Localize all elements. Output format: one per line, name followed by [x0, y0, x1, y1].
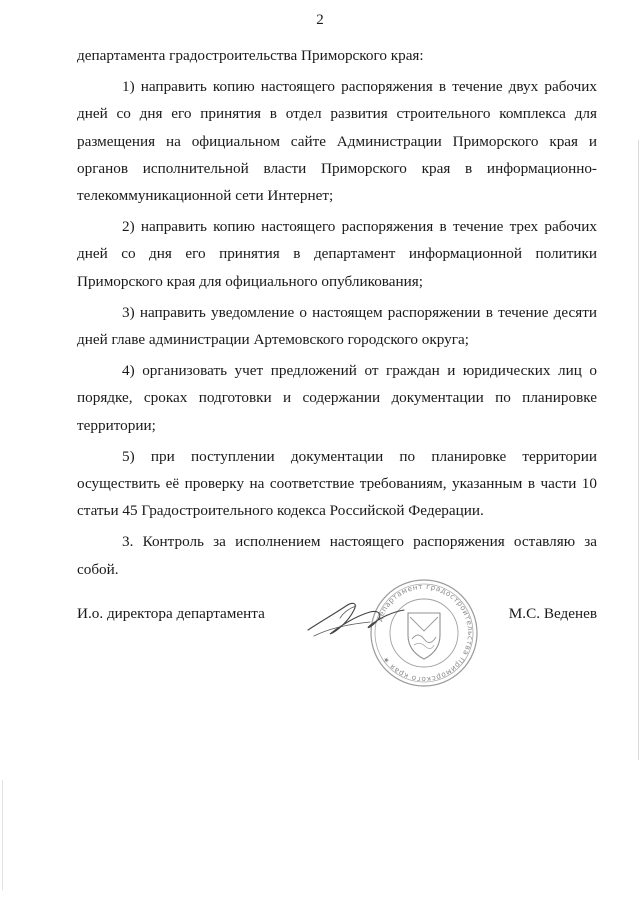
signatory-name: М.С. Веденев	[508, 605, 597, 622]
svg-text:департамент градостроительства: департамент градостроительства Приморского края ★	[374, 581, 476, 685]
scan-edge-line-left	[2, 780, 3, 890]
paragraph-continuation: департамента градостроительства Приморского края:	[77, 47, 424, 64]
paragraph-item-4: 4) организовать учет предложений от граждан и юридических лиц о порядке, сроках подготовки и содержании документации по планировке территории;	[77, 362, 597, 434]
scan-edge-line	[638, 140, 639, 760]
page-number: 2	[316, 12, 324, 28]
signature-block	[77, 605, 597, 635]
paragraph-item-1: 1) направить копию настоящего распоряжения в течение двух рабочих дней со дня его принятия в отдел развития строительного комплекса для размещения на официальном сайте Администрации Приморского края и органов исполнительной власти Приморского края в информационно-телекоммуникационной сети Интернет;	[77, 78, 597, 205]
paragraph-item-2: 2) направить копию настоящего распоряжения в течение трех рабочих дней со дня его принятия в департамент информационной политики Приморского края для официального опубликования;	[77, 218, 597, 290]
paragraph-item-3: 3) направить уведомление о настоящем распоряжении в течение десяти дней главе администрации Артемовского городского округа;	[77, 303, 597, 349]
signatory-position: И.о. директора департамента	[77, 605, 265, 622]
document-body	[77, 42, 597, 587]
paragraph-control: 3. Контроль за исполнением настоящего распоряжения оставляю за собой.	[77, 533, 597, 578]
paragraph-item-5: 5) при поступлении документации по планировке территории осуществить её проверку на соответствие требованиям, указанным в части 10 статьи 45 Градостроительного кодекса Российской Федерации.	[77, 447, 597, 520]
